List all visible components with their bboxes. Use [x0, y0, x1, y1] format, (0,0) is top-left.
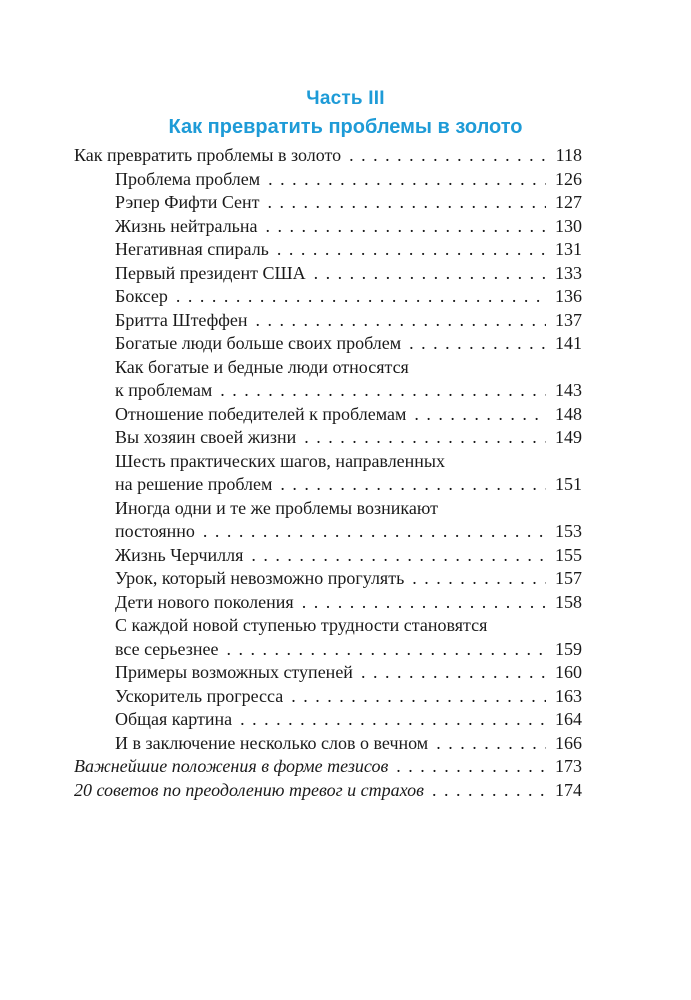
- toc-page-number: 127: [555, 192, 582, 212]
- toc-page-number: 118: [555, 145, 582, 165]
- dot-leader: [203, 520, 546, 544]
- dot-leader: [266, 215, 546, 239]
- toc-entry: [74, 285, 582, 309]
- toc-entry-title-line: Боксер: [115, 286, 168, 306]
- toc-entry: [74, 356, 582, 403]
- toc-page-number: 174: [555, 779, 582, 800]
- dot-leader: [432, 779, 546, 803]
- part-title: Как превратить проблемы в золото: [168, 116, 523, 138]
- dot-leader: [240, 708, 546, 732]
- toc-entry: [74, 403, 582, 427]
- toc-entry-title-line: постоянно: [115, 521, 195, 541]
- dot-leader: [268, 168, 546, 192]
- dot-leader: [436, 732, 546, 756]
- toc-page-number: 158: [555, 591, 582, 612]
- dot-leader: [414, 403, 546, 427]
- dot-leader: [412, 567, 546, 591]
- toc-entry-title-line: Примеры возможных ступеней: [115, 662, 353, 682]
- toc-entry: [74, 614, 582, 661]
- toc-page-number: 166: [555, 732, 582, 753]
- toc-entry-title-line: Проблема проблем: [115, 168, 261, 189]
- toc-entry: [74, 426, 582, 450]
- dot-leader: [291, 685, 546, 709]
- dot-leader: [251, 544, 546, 568]
- toc-page-number: 148: [555, 403, 582, 424]
- toc-entry: [74, 755, 582, 779]
- toc-page-number: 164: [555, 709, 582, 729]
- toc-page-number: 153: [555, 521, 582, 541]
- dot-leader: [226, 638, 546, 662]
- toc-entry: [74, 450, 582, 497]
- toc-entry-title-line: Бритта Штеффен: [115, 309, 248, 330]
- toc-page-number: 163: [555, 685, 582, 706]
- dot-leader: [396, 755, 546, 779]
- toc-entry-title-line: Ускоритель прогресса: [115, 685, 284, 706]
- toc-page-number: 133: [555, 262, 582, 283]
- toc-page-number: 130: [555, 215, 582, 236]
- dot-leader: [302, 591, 546, 615]
- toc-entry-title-line: на решение проблем: [115, 474, 273, 494]
- toc-entry: [74, 544, 582, 568]
- toc-page-number: 143: [555, 380, 582, 400]
- toc-page-number: 137: [555, 309, 582, 330]
- toc-entry: [74, 238, 582, 262]
- toc-entry-title-line: Жизнь Черчилля: [115, 544, 244, 565]
- toc-entry-title-line: И в заключение несколько слов о вечном: [115, 732, 429, 753]
- dot-leader: [409, 332, 546, 356]
- toc-entry-title-line: Иногда одни и те же проблемы возникают: [115, 497, 438, 518]
- toc-entry-title-line: Важнейшие положения в форме тезисов: [74, 756, 389, 776]
- toc-entry-title-line: Шесть практических шагов, направленных: [115, 450, 446, 471]
- toc-entry: [74, 215, 582, 239]
- toc-entry-title-line: Богатые люди больше своих проблем: [115, 333, 402, 353]
- toc-entry: [74, 191, 582, 215]
- dot-leader: [176, 285, 546, 309]
- toc-entry-title-line: Как превратить проблемы в золото: [74, 145, 342, 165]
- toc-page-number: 157: [555, 568, 582, 588]
- toc-entry: [74, 497, 582, 544]
- toc-entry-title-line: Отношение победителей к проблемам: [115, 403, 407, 424]
- toc-entry: [74, 309, 582, 333]
- toc-entry: [74, 661, 582, 685]
- toc-entry-title-line: С каждой новой ступенью трудности становятся: [115, 615, 488, 635]
- toc-entry: [74, 332, 582, 356]
- table-of-contents: [74, 144, 582, 802]
- toc-entry-title-line: Общая картина: [115, 709, 233, 729]
- toc-entry: [74, 262, 582, 286]
- toc-entry-title-line: Рэпер Фифти Сент: [115, 192, 260, 212]
- toc-entry-title-line: 20 советов по преодолению тревог и страхов: [74, 779, 424, 800]
- toc-entry-title-line: Жизнь нейтральна: [115, 215, 258, 236]
- toc-entry: [74, 779, 582, 803]
- toc-page-number: 131: [555, 239, 582, 259]
- toc-page-number: 126: [555, 168, 582, 189]
- toc-entry: [74, 144, 582, 168]
- dot-leader: [349, 144, 546, 168]
- toc-entry-title-line: Урок, который невозможно прогулять: [115, 568, 405, 588]
- toc-page-number: 159: [555, 638, 582, 659]
- dot-leader: [220, 379, 546, 403]
- toc-page-number: 151: [555, 474, 582, 494]
- dot-leader: [256, 309, 547, 333]
- toc-entry-title-line: Негативная спираль: [115, 239, 269, 259]
- toc-entry-title-line: Как богатые и бедные люди относятся: [115, 356, 409, 377]
- toc-entry: [74, 567, 582, 591]
- toc-page-number: 155: [555, 544, 582, 565]
- toc-entry: [74, 732, 582, 756]
- dot-leader: [268, 191, 546, 215]
- toc-entry-title-line: Вы хозяин своей жизни: [115, 427, 297, 447]
- toc-page-number: 160: [555, 662, 582, 682]
- toc-entry-title-line: Дети нового поколения: [115, 591, 294, 612]
- toc-page-number: 141: [555, 333, 582, 353]
- dot-leader: [277, 238, 546, 262]
- toc-entry: [74, 168, 582, 192]
- part-header: [0, 86, 691, 141]
- toc-entry-title-line: к проблемам: [115, 380, 213, 400]
- toc-entry: [74, 708, 582, 732]
- part-label: Часть III: [306, 88, 385, 109]
- toc-entry: [74, 591, 582, 615]
- dot-leader: [280, 473, 546, 497]
- toc-entry: [74, 685, 582, 709]
- dot-leader: [361, 661, 546, 685]
- toc-page-number: 149: [555, 427, 582, 447]
- dot-leader: [304, 426, 546, 450]
- toc-page-number: 136: [555, 286, 582, 306]
- toc-entry-title-line: Первый президент США: [115, 262, 306, 283]
- toc-entry-title-line: все серьезнее: [115, 638, 219, 659]
- dot-leader: [314, 262, 546, 286]
- toc-page-number: 173: [555, 756, 582, 776]
